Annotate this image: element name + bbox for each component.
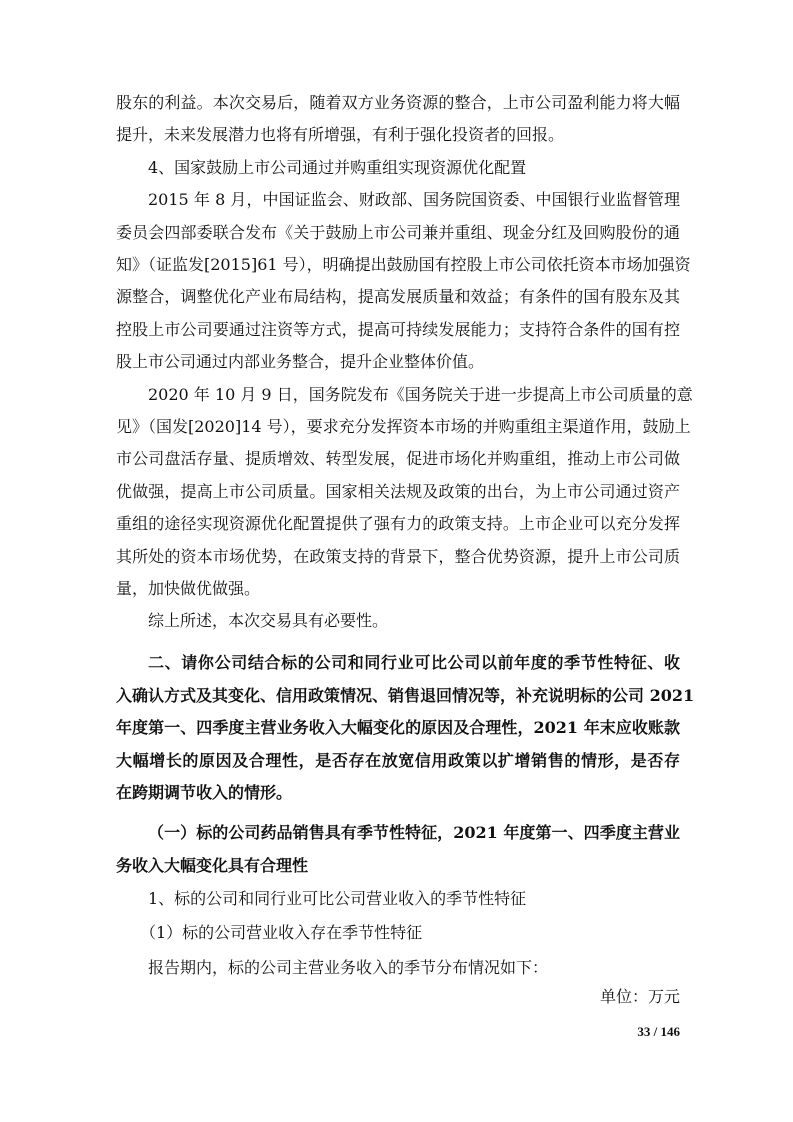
paragraph-line: 股东的利益。本次交易后，随着双方业务资源的整合，上市公司盈利能力将大幅 bbox=[116, 93, 680, 112]
paragraph-line: 报告期内，标的公司主营业务收入的季节分布情况如下： bbox=[148, 958, 549, 977]
paragraph-line: 其所处的资本市场优势，在政策支持的背景下，整合优势资源，提升上市公司质 bbox=[116, 546, 680, 566]
paragraph-line: 市公司盘活存量、提质增效、转型发展，促进市场化并购重组，推动上市公司做 bbox=[116, 449, 680, 469]
page-number: 33 / 146 bbox=[637, 1024, 680, 1039]
question-heading-line: 二、请你公司结合标的公司和同行业可比公司以前年度的季节性特征、收 bbox=[148, 653, 680, 672]
subsection-heading-line: （一）标的公司药品销售具有季节性特征，2021 年度第一、四季度主营业 bbox=[148, 823, 680, 842]
paragraph-line: 量，加快做优做强。 bbox=[116, 579, 261, 598]
section-heading: 4、国家鼓励上市公司通过并购重组实现资源优化配置 bbox=[148, 157, 527, 177]
paragraph-line: 综上所述，本次交易具有必要性。 bbox=[148, 611, 389, 631]
paragraph-line: 2015 年 8 月，中国证监会、财政部、国务院国资委、中国银行业监督管理 bbox=[148, 190, 680, 210]
paragraph-line: 委员会四部委联合发布《关于鼓励上市公司兼并重组、现金分红及回购股份的通 bbox=[116, 222, 680, 242]
question-heading-line: 入确认方式及其变化、信用政策情况、销售退回情况等，补充说明标的公司 2021 bbox=[116, 685, 695, 705]
paragraph-line: 源整合，调整优化产业布局结构，提高发展质量和效益；有条件的国有股东及其 bbox=[116, 287, 680, 307]
paragraph-line: 见》（国发[2020]14 号），要求充分发挥资本市场的并购重组主渠道作用，鼓励上 bbox=[116, 417, 691, 436]
paragraph-line: 股上市公司通过内部业务整合，提升企业整体价值。 bbox=[116, 352, 485, 372]
paragraph-line: 重组的途径实现资源优化配置提供了强有力的政策支持。上市企业可以充分发挥 bbox=[116, 514, 680, 534]
section-heading: （1）标的公司营业收入存在季节性特征 bbox=[140, 923, 423, 942]
paragraph-line: 知》（证监发[2015]61 号），明确提出鼓励国有控股上市公司依托资本市场加强资 bbox=[116, 255, 691, 274]
paragraph-line: 控股上市公司要通过注资等方式，提高可持续发展能力；支持符合条件的国有控 bbox=[116, 319, 680, 339]
question-heading-line: 在跨期调节收入的情形。 bbox=[116, 783, 293, 802]
question-heading-line: 大幅增长的原因及合理性，是否存在放宽信用政策以扩增销售的情形，是否存 bbox=[116, 750, 680, 770]
section-heading: 1、标的公司和同行业可比公司营业收入的季节性特征 bbox=[148, 889, 527, 908]
question-heading-line: 年度第一、四季度主营业务收入大幅变化的原因及合理性，2021 年末应收账款 bbox=[116, 718, 680, 737]
unit-label: 单位：万元 bbox=[599, 987, 680, 1006]
paragraph-line: 2020 年 10 月 9 日，国务院发布《国务院关于进一步提高上市公司质量的意 bbox=[148, 384, 693, 404]
paragraph-line: 提升，未来发展潜力也将有所增强，有利于强化投资者的回报。 bbox=[116, 125, 565, 145]
subsection-heading-line: 务收入大幅变化具有合理性 bbox=[116, 855, 309, 875]
paragraph-line: 优做强，提高上市公司质量。国家相关法规及政策的出台，为上市公司通过资产 bbox=[116, 481, 680, 501]
